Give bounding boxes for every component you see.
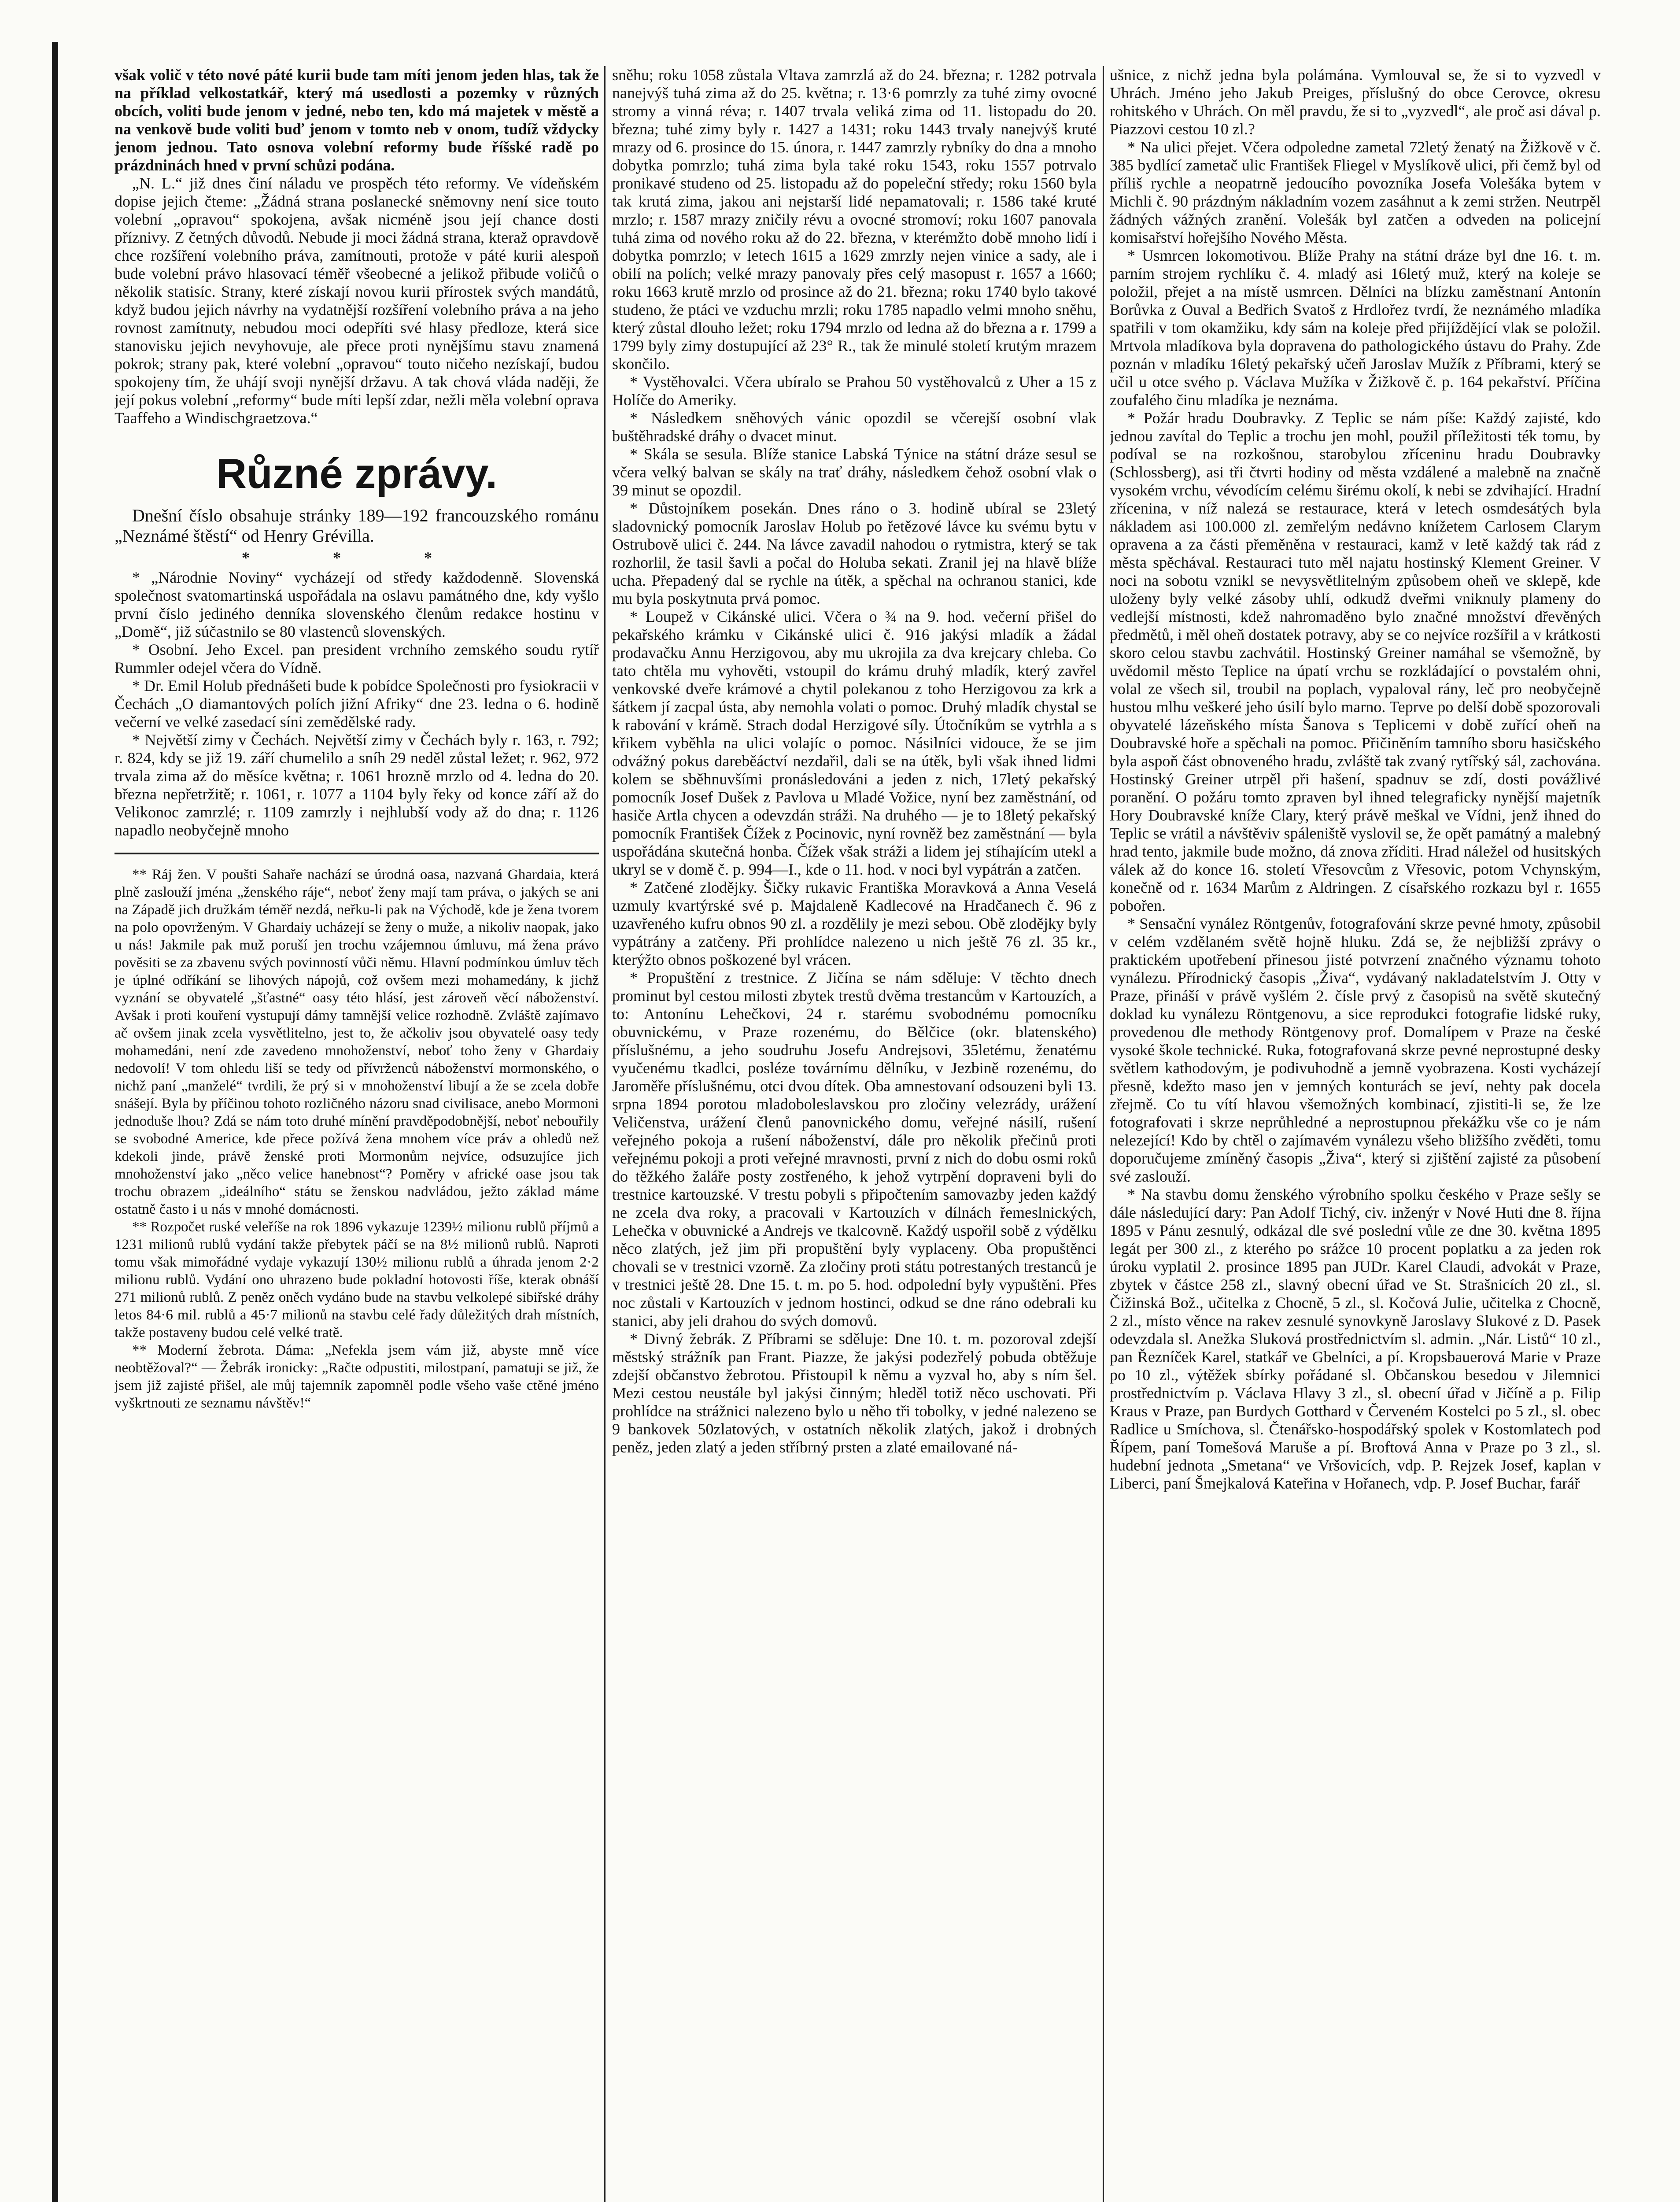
- column-2: [612, 66, 1097, 2202]
- news-item: * Vystěhovalci. Včera ubíralo se Prahou 50 vystěhovalců z Uher a 15 z Holíče do Ameriky.: [612, 373, 1097, 409]
- article-paragraph: však volič v této nové páté kurii bude tam míti jenom jeden hlas, tak že na příklad velkostatkář, který má usedlosti a pozemky v různých obcích, voliti bude jenom v jedné, nebo ten, kdo má majetek v městě a na venkově bude voliti buď jenom v tomto neb v onom, tudíž vždycky jenom jednou. Tato osnova volební reformy bude říšské radě po prázdninách hned v první schůzi podána.: [114, 66, 599, 174]
- news-item: * „Národnie Noviny“ vycházejí od středy každodenně. Slovenská společnost svatomartinská uspořádala na oslavu památného dne, kdy vyšlo první číslo jediného denníka slovenského členům redakce hostinu v „Domě“, již súčastnilo se 80 vlastenců slovenských.: [114, 569, 599, 640]
- column-divider: [1103, 66, 1104, 2202]
- news-item: * Skála se sesula. Blíže stanice Labská Týnice na státní dráze sesul se včera velký balvan se skály na trať dráhy, následkem čehož osobní vlak o 39 minut se opozdil.: [612, 445, 1097, 499]
- section-stars-divider: * * *: [242, 549, 472, 566]
- news-item: * Osobní. Jeho Excel. pan president vrchního zemského soudu rytíř Rummler odejel včera do Vídně.: [114, 641, 599, 676]
- news-item: * Následkem sněhových vánic opozdil se včerejší osobní vlak buštěhradské dráhy o dvacet minut.: [612, 409, 1097, 445]
- column-divider: [604, 66, 606, 2202]
- article-paragraph: ušnice, z nichž jedna byla polámána. Vymlouval se, že si to vyzvedl v Uhrách. Jméno jeho Jakub Preiges, příslušný do obce Cerovce, okresu rohitského v Uhrách. On měl pravdu, že si to „vyzvedl“, ale proč asi dával p. Piazzovi cestou 10 zl.?: [1110, 66, 1601, 138]
- section-title: Různé zprávy.: [216, 450, 498, 497]
- news-item: * Požár hradu Doubravky. Z Teplic se nám píše: Každý zajisté, kdo jednou zavítal do Teplic a trochu jen mohl, použil příležitosti ték tomu, by podíval se na rozkošnou, starobylou zříceninu hradu Doubravky (Schlossberg), asi tři čtvrti hodiny od města vzdálené a malebně na značně vysokém vrchu, vévodícím celému širému okolí, k nebi se zdvihající. Hradní zřícenina, v níž nalezá se restaurace, která v letech osmdesátých byla nákladem asi 100.000 zl. zemřelým nedávno knížetem Carlosem Clarym opravena a za části přeměněna v restauraci, kamž v letě každý tak rád z města spěchával. Restauraci tuto měl najatu hostinský Klement Greiner. V noci na sobotu vznikl se nevysvětlitelným způsobem oheň ve sklepě, kde uloženy byly velké zásoby uhlí, odkudž dveřmi vniknuly plameny do vedlejší místnosti, kdež nahromaděno bylo značné množství dřevěných předmětů, i měl oheň dostatek potravy, aby se co nejvíce rozšířil a v krátkosti skoro celou stavbu zachvátil. Hostinský Greiner namáhal se všemožně, by uvědomil město Teplice na úpatí vrchu se rozkládající o povstalém ohni, volal ze všech sil, troubil na poplach, vypaloval rány, leč pro neobyčejně hustou mlhu veškeré jeho úsilí bylo marno. Teprve po delší době spozorovali obyvatelé lázeňského místa Šanova s Teplicemi v době zuřící oheň na Doubravské hoře a spěchali na pomoc. Přičiněním tamního sboru hasičského byla aspoň část obnoveného hradu, zvláště tak zvaný rytířský sál, zachována. Hostinský Greiner utrpěl při hašení, spadnuv se zdí, dosti povážlivé poranění. O požáru tomto zpraven byl ihned telegraficky nynější majetník Hory Doubravské kníže Clary, který právě meškal ve Vídni, jenž ihned do Teplic se vrátil a návštěviv spáleniště vyslovil se, že opět památný a malebný hrad tento, jakmile bude možno, dá znova zříditi. Hrad náležel od husitských válek až do konce 16. století Vřesovcům z Vřesovic, potom Vchynským, konečně od r. 1634 Marům z Aldringen. Z císařského rozkazu byl r. 1655 pobořen.: [1110, 409, 1601, 914]
- news-item: * Loupež v Cikánské ulici. Včera o ¾ na 9. hod. večerní přišel do pekařského krámku v Cikánské ulici č. 916 jakýsi mladík a žádal prodavačku Annu Herzigovou, aby mu ukrojila za dva krejcary chleba. Co tato chtěla mu vyhověti, vstoupil do krámu druhý mladík, který zavřel venkovské dveře krámové a chytil polekanou z toho Herzigovou za krk a šátkem jí zacpal ústa, aby nemohla volati o pomoc. Druhý mladík chystal se k rabování v krámě. Strach dodal Herzigové síly. Útočníkům se vytrhla a s křikem vyběhla na ulici volajíc o pomoc. Násilníci vidouce, že se jim odvážný pokus dareběáctví nezdařil, dali se na útěk, byli však ihned lidmi kolem se sběhnuvšími pronásledováni a jeden z nich, 17letý pekařský pomocník Josef Dušek z Pavlova u Mladé Vožice, nyní bez zaměstnání, od hasiče Artla chycen a odevzdán stráži. Na druhého — je to 18letý pekařský pomocník František Čížek z Pocinovic, nyní rovněž bez zaměstnání — byla uspořádána skutečná honba. Čížek však stráži a lidem jej stíhajícím utekl a ukryl se v domě č. p. 994—I., kde o 11. hod. v noci byl vypátrán a zatčen.: [612, 608, 1097, 878]
- news-item: * Dr. Emil Holub přednášeti bude k pobídce Společnosti pro fysiokracii v Čechách „O diamantových polích jižní Afriky“ dne 23. ledna o 6. hodině večerní ve velké zasedací síni zemědělské rady.: [114, 677, 599, 731]
- news-item: * Na ulici přejet. Včera odpoledne zametal 72letý ženatý na Žižkově v č. 385 bydlící zametač ulic František Fliegel v Myslíkově ulici, při čemž byl od příliš rychle a neopatrně jedoucího povozníka Josefa Volešáka bytem v Michli č. 90 prázdným nákladním vozem zasáhnut a k zemi stržen. Neutrpěl žádných vážných zranění. Volešák byl zatčen a odveden na policejní komisařství hořejšího Nového Města.: [1110, 138, 1601, 246]
- page-edge-rule: [52, 42, 58, 2202]
- notice-paragraph: Dnešní číslo obsahuje stránky 189—192 francouzského románu „Neznámé štěstí“ od Henry Grévilla.: [114, 506, 599, 546]
- news-item: * Největší zimy v Čechách. Největší zimy v Čechách byly r. 163, r. 792; r. 824, kdy se již 19. září chumelilo a sníh 29 neděl zůstal ležet; r. 962, 972 trvala zima až do měsíce května; r. 1061 hrozně mrzlo od 4. ledna do 20. března nepřetržitě; r. 1061, r. 1077 a 1104 byly řeky od konce září až do Velikonoc zamrzlé; r. 1109 zamrzly i nejhlubší vody až do dna; r. 1126 napadlo neobyčejně mnoho: [114, 731, 599, 839]
- horizontal-rule: [114, 853, 599, 854]
- news-item: * Sensační vynález Röntgenův, fotografování skrze pevné hmoty, způsobil v celém vzdělaném světě hojně hluku. Zdá se, že nejbližší zprávy o praktickém upotřebení přinesou jisté potvrzení značného významu tohoto vynálezu. Přírodnický časopis „Živa“, vydávaný nakladatelstvím J. Otty v Praze, přináší v právě vyšlém 2. čísle prvý z časopisů na světě skutečný doklad ku vynálezu Röntgenovu, a sice reprodukci fotografie lidské ruky, provedenou dle methody Röntgenovy prof. Domalípem v Praze na české vysoké škole technické. Ruka, fotografovaná skrze pevné neprostupné desky světlem kathodovým, je podivuhodně a jemně vyobrazena. Kosti vycházejí přesně, kdežto maso jen v jemných konturách se jeví, nehty pak docela zřejmě. Co tu vítí hlavou všemožných kombinací, zjistiti-li se, že lze fotografovati i skrze neprůhledné a neprostupnou překážku vše co je nám nelezející! Kdo by chtěl o zajímavém vynálezu všeho bližšího zvěděti, tomu doporučujeme zmíněný časopis „Živa“, který si zjištění zajisté za působení své zaslouží.: [1110, 915, 1601, 1185]
- news-item: * Zatčené zlodějky. Šičky rukavic Františka Moravková a Anna Veselá uzmuly kvartýrské své p. Majdaleně Kadlecové na Hradčanech č. 96 z uzavřeného kufru obnos 90 zl. a rozdělily je mezi sebou. Obě zlodějky byly vypátrány a zatčeny. Při prohlídce nalezeno u nich ještě 76 zl. 35 kr., kterýžto obnos poškozené byl vrácen.: [612, 879, 1097, 968]
- news-item: ** Rozpočet ruské veleříše na rok 1896 vykazuje 1239½ milionu rublů příjmů a 1231 milionů rublů vydání takže přebytek páčí se na 8½ milionů rublů. Naproti tomu však mimořádné vydaje vykazují 130½ milionu rublů a úhrada jenom 2·2 milionu rublů. Vydání ono uhrazeno bude pokladní hotovosti říše, kterak obnáší 271 milionů rublů. Z peněz oněch vydáno bude na stavbu velkolepé sibiřské dráhy letos 84·6 mil. rublů a 45·7 milionů na stavbu celé řady důležitých drah místních, takže postaveny budou celé velké tratě.: [114, 1219, 599, 1341]
- article-paragraph: „N. L.“ již dnes činí náladu ve prospěch této reformy. Ve vídeňském dopise jejich čteme: „Žádná strana poslanecké sněmovny není sice touto volební „opravou“ spokojena, avšak nicméně jsou její chance dosti příznivy. Z četných důvodů. Nebude ji moci žádná strana, kteraž opravdově chce rozšíření volebního práva, zamítnouti, protože v páté kurii alespoň bude volební právo hlasovací téměř všeobecné a jelikož přibude voličů o několik statisíc. Strany, které získají novou kurii přírostek svých mandátů, když budou jejich návrhy na vydatnější rozšíření volebního práva a na jeho rovnost zamítnuty, nebudou moci odepříti své hlasy předloze, která sice stanovisku jejich nevyhovuje, ale přece proti nynějšímu stavu znamená pokrok; strany pak, které volební „opravou“ touto ničeho nezískají, budou spokojeny tím, že uhájí svoji nynější državu. A tak chová vláda naději, že její pokus volební „reformy“ bude míti lepší zdar, nežli měla volební oprava Taaffeho a Windischgraetzova.“: [114, 174, 599, 427]
- news-item: * Na stavbu domu ženského výrobního spolku českého v Praze sešly se dále následující dary: Pan Adolf Tichý, civ. inženýr v Nové Huti dne 8. října 1895 v Pánu zesnulý, odkázal dle své poslední vůle ze dne 30. května 1895 legát per 300 zl., z kterého po srážce 10 procent poplatku a za jeden rok úroku vyplatil 2. prosince 1895 pan JUDr. Karel Claudi, advokát v Praze, zbytek v částce 258 zl., slavný obecní úřad ve St. Strašnicích 20 zl., sl. Čižinská Bož., učitelka z Chocně, 5 zl., sl. Kočová Julie, učitelka z Chocně, 2 zl., místo věnce na rakev zesnulé synovkyně Jaroslavy Slukové z D. Pasek odevzdala sl. Anežka Sluková prostřednictvím sl. admin. „Nár. Listů“ 10 zl., pan Řezníček Karel, statkář ve Gbelníci, a pí. Kropsbauerová Marie v Praze po 10 zl., výtěžek sbírky pořádané sl. Občanskou besedou v Jilemnici prostřednictvím p. Václava Hlavy 3 zl., sl. obecní úřad v Jičíně a p. Filip Kraus v Praze, pan Burdych Gotthard v Červeném Kostelci po 5 zl., sl. obec Radlice u Smíchova, sl. Čtenářsko-hospodářský spolek v Kostomlatech pod Řípem, paní Tomešová Maruše a pí. Broftová Anna v Praze po 3 zl., sl. hudební jednota „Smetana“ ve Vršovicích, vdp. P. Rejzek Josef, kaplan v Liberci, paní Šmejkalová Kateřina v Hořanech, vdp. P. Josef Buchar, farář: [1110, 1186, 1601, 1492]
- news-item: * Důstojníkem posekán. Dnes ráno o 3. hodině ubíral se 23letý sladovnický pomocník Jaroslav Holub po řetězové lávce ku svému bytu v Ostrubově ulici č. 244. Na lávce zavadil nahodou o rytmistra, který se tak rozhorlil, že tasil šavli a počal do Holuba sekati. Zranil jej na hlavě blíže ucha. Přepadený dal se rychle na útěk, a spěchal na ochranou stanici, kde mu byla poskytnuta prvá pomoc.: [612, 499, 1097, 607]
- news-item: * Usmrcen lokomotivou. Blíže Prahy na státní dráze byl dne 16. t. m. parním strojem rychlíku č. 4. mladý asi 16letý muž, který na koleje se položil, přejet a na místě usmrcen. Dělníci na blízku zaměstnaní Antonín Borůvka z Ouval a Bedřich Svatoš z Hrdlořez tvrdí, že neznámého mladíka spatřili v tom okamžiku, kdy sám na koleje před přijíždějící vlak se položil. Mrtvola mladíkova byla dopravena do pathologického ústavu do Prahy. Zde poznán v mladíku 16letý pekařský učeň Jaroslav Mužík z Příbrami, který se učil u otce svého p. Václava Mužíka v Žižkově č. p. 164 pekařství. Příčina zoufalého činu mladíka je neznáma.: [1110, 247, 1601, 409]
- article-paragraph: sněhu; roku 1058 zůstala Vltava zamrzlá až do 24. března; r. 1282 potrvala nanejvýš tuhá zima až do 25. května; r. 13·6 pomrzly za tuhé zimy ovocné stromy a vinná réva; r. 1407 trvala veliká zima od 11. listopadu do 20. března; tuhé zimy byly r. 1427 a 1431; roku 1443 trvaly nanejvýš kruté mrazy od 6. prosince do 15. února, r. 1447 zamrzly rybníky do dna a mnoho dobytka pomrzlo; tuhá zima byla také roku 1543, roku 1557 potrvalo pronikavé studeno od 25. listopadu až do popeleční středy; roku 1560 byla tak krutá zima, jakou ani nejstarší lidé nepamatovali; r. 1586 také kruté mrzlo; r. 1587 mrazy zničily révu a ovocné stromoví; roku 1607 panovala tuhá zima od nového roku až do 22. března, v kterémžto době mnoho lidí i dobytka pomrzlo; v letech 1615 a 1629 zmrzly nejen vinice a sady, ale i obilí na polích; velké mrazy panovaly přes celý masopust r. 1657 a 1660; roku 1663 krutě mrzlo od prosince až do 21. března; roku 1740 bylo takové studeno, že ptáci ve vzduchu mrzli; roku 1785 napadlo velmi mnoho sněhu, který zůstal dlouho ležet; roku 1794 mrzlo od ledna až do března a r. 1799 a 1799 byly zimy dostupující až 23° R., tak že minulé století krutým mrazem skončilo.: [612, 66, 1097, 373]
- news-item: * Propuštění z trestnice. Z Jičína se nám sděluje: V těchto dnech prominut byl cestou milosti zbytek trestů dvěma trestancům v Kartouzích, a to: Antonínu Lehečkovi, 24 r. starému svobodnému pomocníku obuvnickému, v Praze rozenému, do Bělčice (okr. blatenského) příslušnému, a jeho soudruhu Josefu Andrejsovi, 35letému, ženatému vyučenému tkadlci, posléze továrnímu dělníku, v Jezbině rozenému, do Jaroměře příslušnému, otci dvou dítek. Oba amnestovaní odsouzeni byli 13. srpna 1894 porotou mladoboleslavskou pro zločiny velezrády, urážení Veličenstva, urážení členů panovnického domu, veřejné násilí, rušení veřejného pokoja a rušení náboženství, dále pro několik přečinů proti veřejnému pokoji a proti veřejné mravnosti, první z nich do dobu osmi roků do těžkého žaláře posty zostřeného, k jehož vytrpění dopraveni byli do trestnice kartouzské. V trestu pobyli s připočtením samovazby jeden každý ne zcela dva roky, a pracovali v Kartouzích v dílnách řemeslnických, Lehečka v obuvnické a Andrejs ve tkalcovně. Každý uspořil sobě z výdělku něco zlatých, jež jim při propuštění byly vyplaceny. Oba propuštěnci chovali se v trestnici vzorně. Za zločiny proti státu potrestaných trestanců je v trestnici ještě 28. Dne 15. t. m. po 5. hod. odpolední byly vypuštěni. Přes noc zůstali v Kartouzích v jednom hostinci, odkud se dne ráno odebrali ku stanici, aby jeli drahou do svých domovů.: [612, 969, 1097, 1330]
- news-item: ** Ráj žen. V poušti Sahaře nachází se úrodná oasa, nazvaná Ghardaia, která plně zaslouží jména „ženského ráje“, neboť ženy mají tam práva, o jakých se ani na Západě jich družkám téměř nezdá, neřku-li pak na Východě, kde je žena tvorem na polo opovrženým. V Ghardaiy ucházejí se ženy o muže, a nikoliv naopak, jako u nás! Jakmile pak muž poruší jen trochu vzájemnou úmluvu, má žena právo pověsiti se za zbavenu svých povinností vůči němu. Hlavní podmínkou úmluv těch je úplné odříkání se lihových nápojů, což ovšem mezi mohamedány, k jichž vyznání se obyvatelé „šťastné“ oasy této hlásí, jest zároveň věcí náboženství. Avšak i proti kouření vystupují dámy tamnější velice rozhodně. Zvláště zajímavo ač ovšem jinak zcela vysvětlitelno, jest to, že ačkoliv jsou obyvatelé oasy tedy mohamedáni, není zde zavedeno mnohoženství, neboť toho ženy v Ghardaiy nedovolí! V tom ohledu liší se tedy od přívrženců náboženství mormonského, o nichž paní „manželé“ tvrdili, že prý si v mnohoženství libují a že se zcela dobře snášejí. Byla by příčinou tohoto rozličného názoru snad civilisace, anebo Mormoni jednoduše lhou? Zdá se nám toto druhé mínění pravděpodobnější, neboť nebouřily se svobodné Americe, kde přece požívá žena mnohem více práv a ohledů než kdekoli jinde, právě ženské proti Mormonům nejvíce, odsuzujíce jich mnohoženství jako „něco velice hanebnost“? Poměry v africké oase jsou tak trochu obrazem „ideálního“ státu se ženskou nadvládou, ježto základ máme ostatně často i u nás v mnohé domácnosti.: [114, 867, 599, 1217]
- news-item: * Divný žebrák. Z Příbrami se sděluje: Dne 10. t. m. pozoroval zdejší městský strážník pan Frant. Piazze, že jakýsi podezřelý pobuda obtěžuje zdejší občanstvo žebrotou. Přistoupil k němu a vyzval ho, aby s ním šel. Mezi cestou neustále byl jakýsi činným; hleděl totiž něco uschovati. Při prohlídce na strážnici nalezeno bylo u něho tři tobolky, v jedné nalezeno se 9 bankovek 50zlatových, v ostatních několik zlatých, jakož i drobných peněz, jeden zlatý a jeden stříbrný prsten a zlaté emailované ná-: [612, 1330, 1097, 1456]
- news-item: ** Moderní žebrota. Dáma: „Nefekla jsem vám již, abyste mně více neobtěžoval?“ — Žebrák ironicky: „Račte odpustiti, milostpaní, pamatuji se již, že jsem již zajisté přišel, ale můj tajemník zapomněl podle všeho vaše ctěné jméno vyškrtnouti ze seznamu návštěv!“: [114, 1342, 599, 1411]
- column-1: [114, 66, 599, 2202]
- column-3: [1110, 66, 1601, 2202]
